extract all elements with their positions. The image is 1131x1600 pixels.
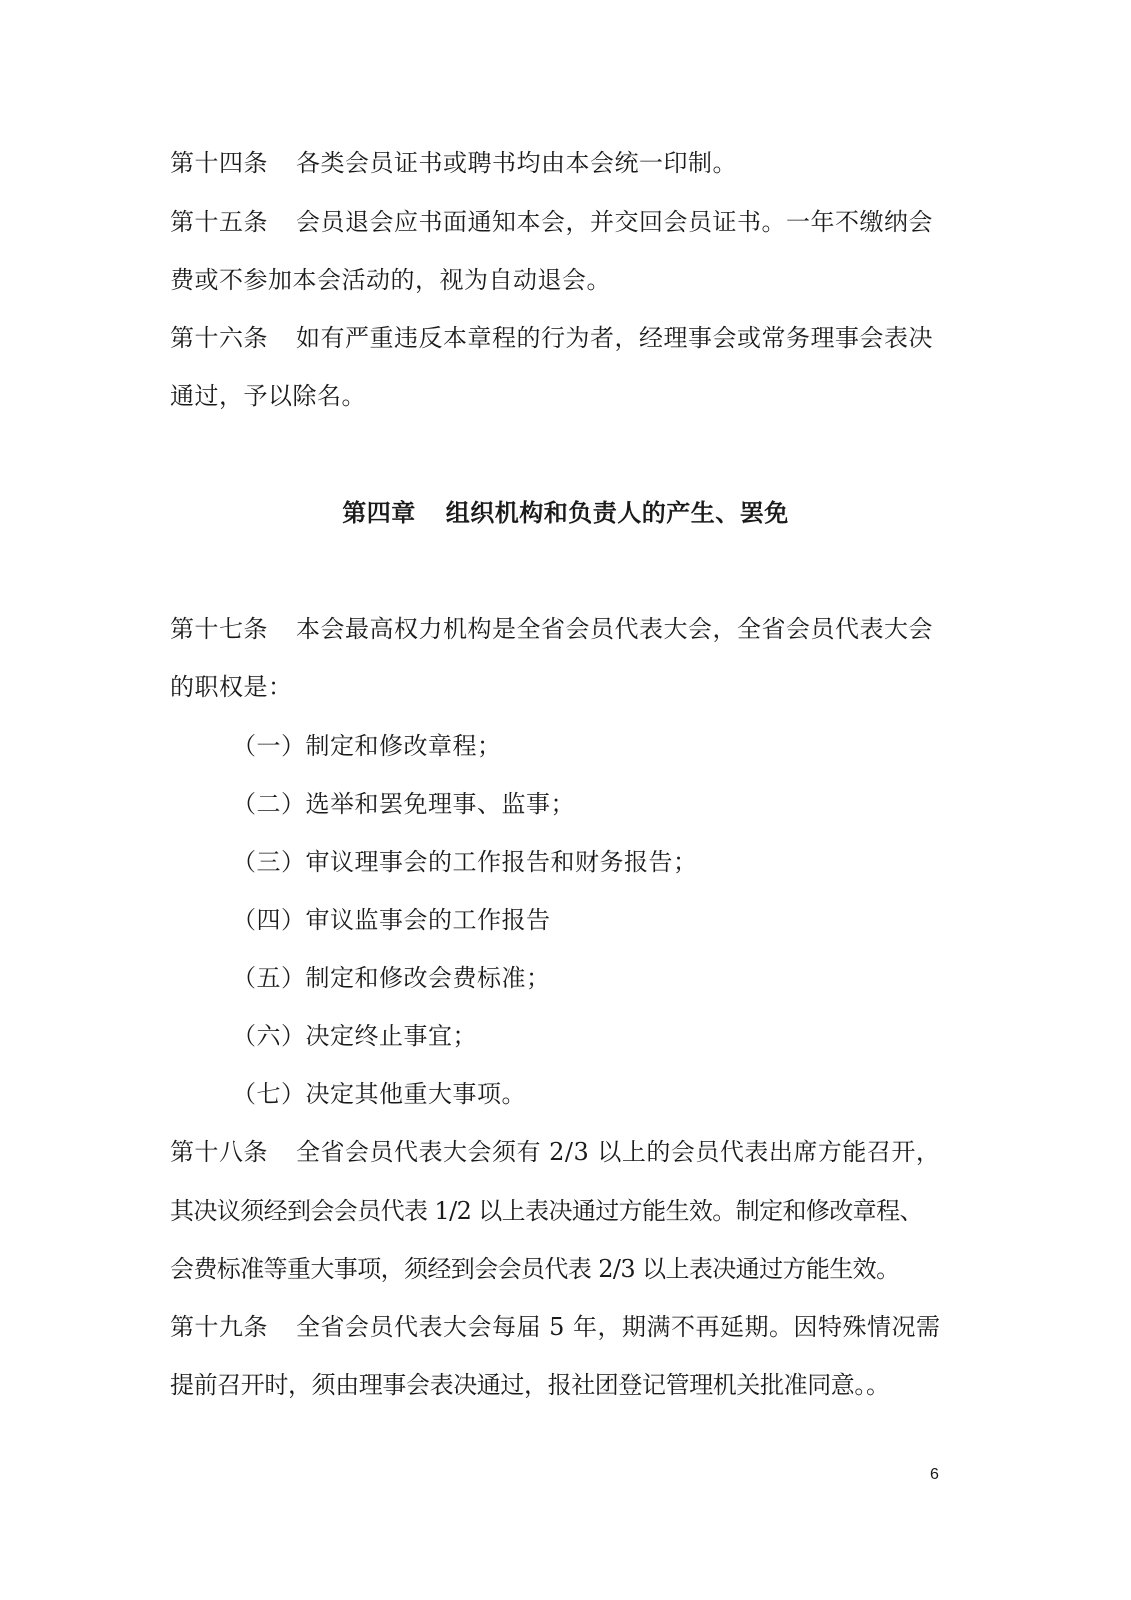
article-17-item-4: （四）审议监事会的工作报告 (232, 906, 551, 934)
article-16-text-1: 如有严重违反本章程的行为者，经理事会或常务理事会表决 (296, 324, 933, 352)
article-16-line-1 (170, 323, 960, 353)
article-18-label: 第十八条 (170, 1138, 268, 1166)
article-16-label: 第十六条 (170, 324, 268, 352)
article-15-line-1 (170, 207, 960, 237)
article-19-line-1 (170, 1312, 960, 1342)
article-15-line-2: 费或不参加本会活动的，视为自动退会。 (170, 266, 611, 294)
article-16-line-2: 通过，予以除名。 (170, 382, 366, 410)
article-19-line-2: 提前召开时，须由理事会表决通过，报社团登记管理机关批准同意。。 (170, 1371, 890, 1399)
article-18-line-3: 会费标准等重大事项，须经到会会员代表 2/3 以上表决通过方能生效。 (170, 1255, 900, 1283)
article-17-line-2: 的职权是： (170, 673, 293, 701)
chapter-title: 组织机构和负责人的产生、罢免 (445, 498, 789, 527)
article-17-item-1: （一）制定和修改章程； (232, 732, 502, 760)
article-17-label: 第十七条 (170, 615, 268, 643)
article-15-text-1: 会员退会应书面通知本会，并交回会员证书。一年不缴纳会 (296, 208, 933, 236)
article-17-text-1: 本会最高权力机构是全省会员代表大会，全省会员代表大会 (296, 615, 933, 643)
article-17-item-7: （七）决定其他重大事项。 (232, 1080, 526, 1108)
chapter-label: 第四章 (342, 498, 416, 527)
article-17-item-2: （二）选举和罢免理事、监事； (232, 790, 575, 818)
article-17-item-3: （三）审议理事会的工作报告和财务报告； (232, 848, 698, 876)
page-number: 6 (930, 1466, 939, 1483)
chapter-heading (0, 498, 1131, 528)
article-14-text: 各类会员证书或聘书均由本会统一印制。 (296, 149, 737, 177)
article-18-line-2: 其决议须经到会会员代表 1/2 以上表决通过方能生效。制定和修改章程、 (170, 1197, 923, 1225)
article-17-line-1 (170, 614, 960, 644)
article-17-item-6: （六）决定终止事宜； (232, 1022, 477, 1050)
article-19-text-1: 全省会员代表大会每届 5 年，期满不再延期。因特殊情况需 (296, 1313, 941, 1341)
article-17-item-5: （五）制定和修改会费标准； (232, 964, 551, 992)
article-18-text-1: 全省会员代表大会须有 2/3 以上的会员代表出席方能召开， (296, 1138, 941, 1166)
article-14-line-1 (170, 148, 960, 178)
article-15-label: 第十五条 (170, 208, 268, 236)
article-18-line-1 (170, 1137, 960, 1167)
article-19-label: 第十九条 (170, 1313, 268, 1341)
article-14-label: 第十四条 (170, 149, 268, 177)
